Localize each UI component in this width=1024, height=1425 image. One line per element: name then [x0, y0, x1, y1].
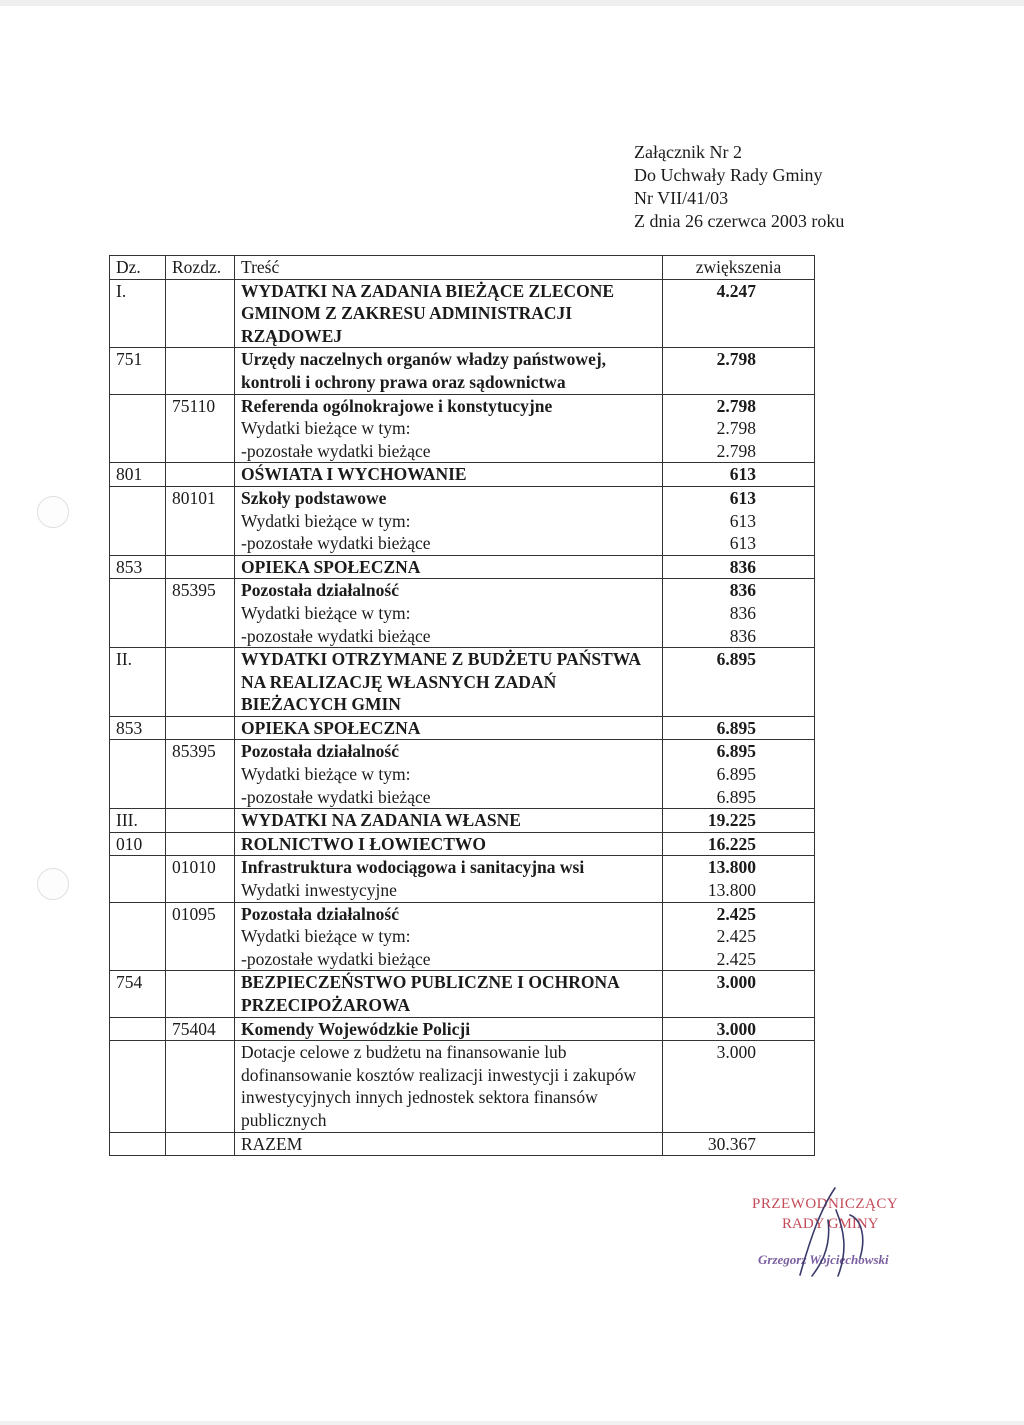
cell-rozdz: 01010: [166, 856, 235, 879]
cell-rozdz: [166, 440, 235, 463]
table-row: [110, 348, 815, 394]
cell-dz: [110, 510, 166, 533]
cell-kwota: 3.000: [663, 1041, 815, 1132]
table-row: [110, 809, 815, 833]
cell-kwota: 2.798: [663, 348, 815, 394]
cell-kwota: 13.800: [663, 856, 815, 879]
cell-dz: [110, 486, 166, 509]
cell-dz: [110, 1132, 166, 1156]
cell-dz: [110, 763, 166, 786]
attachment-header: [634, 141, 844, 233]
cell-rozdz: [166, 510, 235, 533]
cell-kwota: 6.895: [663, 716, 815, 740]
cell-tresc: Wydatki inwestycyjne: [235, 879, 663, 902]
cell-dz: [110, 856, 166, 879]
stamp-name: Grzegorz Wojciechowski: [758, 1252, 889, 1267]
cell-rozdz: 01095: [166, 902, 235, 925]
cell-tresc: ROLNICTWO I ŁOWIECTWO: [235, 832, 663, 856]
cell-tresc: Pozostała działalność: [235, 902, 663, 925]
cell-kwota: 836: [663, 602, 815, 625]
cell-rozdz: [166, 279, 235, 348]
table-row: [110, 625, 815, 648]
cell-kwota: 2.425: [663, 925, 815, 948]
cell-kwota: 19.225: [663, 809, 815, 833]
cell-kwota: 3.000: [663, 1017, 815, 1041]
cell-dz: I.: [110, 279, 166, 348]
cell-rozdz: [166, 555, 235, 579]
resolution-number: Nr VII/41/03: [634, 188, 729, 208]
cell-tresc: WYDATKI NA ZADANIA BIEŻĄCE ZLECONE GMINOM Z ZAKRESU ADMINISTRACJI RZĄDOWEJ: [235, 279, 663, 348]
cell-dz: 853: [110, 716, 166, 740]
table-row: [110, 440, 815, 463]
cell-rozdz: [166, 786, 235, 809]
table-row: [110, 486, 815, 509]
cell-dz: 801: [110, 463, 166, 487]
cell-rozdz: [166, 763, 235, 786]
cell-rozdz: [166, 532, 235, 555]
cell-tresc: -pozostałe wydatki bieżące: [235, 786, 663, 809]
cell-kwota: 2.798: [663, 440, 815, 463]
table-row: [110, 971, 815, 1017]
table-row: [110, 925, 815, 948]
cell-rozdz: [166, 971, 235, 1017]
cell-kwota: 16.225: [663, 832, 815, 856]
cell-dz: 754: [110, 971, 166, 1017]
budget-table: [109, 255, 815, 1156]
cell-rozdz: [166, 948, 235, 971]
table-row: [110, 948, 815, 971]
cell-rozdz: 80101: [166, 486, 235, 509]
table-row: [110, 879, 815, 902]
cell-kwota: 613: [663, 510, 815, 533]
cell-kwota: 6.895: [663, 763, 815, 786]
cell-kwota: 6.895: [663, 786, 815, 809]
cell-dz: [110, 440, 166, 463]
cell-dz: [110, 740, 166, 763]
cell-dz: 010: [110, 832, 166, 856]
cell-tresc: WYDATKI OTRZYMANE Z BUDŻETU PAŃSTWA NA REALIZACJĘ WŁASNYCH ZADAŃ BIEŻACYCH GMIN: [235, 648, 663, 717]
table-row: [110, 579, 815, 602]
cell-tresc: Wydatki bieżące w tym:: [235, 510, 663, 533]
cell-dz: 853: [110, 555, 166, 579]
cell-kwota: 613: [663, 463, 815, 487]
cell-rozdz: [166, 925, 235, 948]
page-bottom-edge: [0, 1421, 1024, 1425]
cell-rozdz: [166, 648, 235, 717]
table-row: [110, 786, 815, 809]
resolution-reference: Do Uchwały Rady Gminy: [634, 165, 823, 185]
column-header-tresc: Treść: [235, 256, 663, 280]
cell-tresc: Infrastruktura wodociągowa i sanitacyjna wsi: [235, 856, 663, 879]
cell-rozdz: [166, 463, 235, 487]
punch-hole: [37, 868, 69, 900]
cell-tresc: Referenda ogólnokrajowe i konstytucyjne: [235, 394, 663, 417]
cell-dz: [110, 879, 166, 902]
table-row: [110, 555, 815, 579]
table-row: [110, 394, 815, 417]
cell-kwota: 613: [663, 486, 815, 509]
handwritten-signature: [740, 1180, 940, 1290]
table-row: [110, 417, 815, 440]
table-row: [110, 602, 815, 625]
cell-tresc: RAZEM: [235, 1132, 663, 1156]
cell-rozdz: [166, 716, 235, 740]
table-row: [110, 510, 815, 533]
cell-tresc: -pozostałe wydatki bieżące: [235, 948, 663, 971]
cell-tresc: -pozostałe wydatki bieżące: [235, 532, 663, 555]
budget-table-body: [110, 256, 815, 1156]
cell-dz: [110, 602, 166, 625]
cell-rozdz: [166, 1132, 235, 1156]
cell-kwota: 2.798: [663, 417, 815, 440]
cell-tresc: Pozostała działalność: [235, 579, 663, 602]
stamp-title: PRZEWODNICZĄCY: [752, 1196, 899, 1212]
cell-tresc: Dotacje celowe z budżetu na finansowanie lub dofinansowanie kosztów realizacji inwestycji i zakupów inwestycyjnych innych jednostek sektora finansów publicznych: [235, 1041, 663, 1132]
cell-tresc: Urzędy naczelnych organów władzy państwowej, kontroli i ochrony prawa oraz sądownictwa: [235, 348, 663, 394]
table-row: [110, 716, 815, 740]
stamp-subtitle: RADY GMINY: [782, 1216, 879, 1232]
cell-kwota: 836: [663, 625, 815, 648]
table-row: [110, 763, 815, 786]
cell-tresc: Komendy Wojewódzkie Policji: [235, 1017, 663, 1041]
cell-dz: [110, 532, 166, 555]
cell-kwota: 6.895: [663, 648, 815, 717]
column-header-zwiekszenia: zwiększenia: [663, 256, 815, 280]
cell-tresc: OPIEKA SPOŁECZNA: [235, 716, 663, 740]
attachment-number: Załącznik Nr 2: [634, 142, 742, 162]
cell-dz: [110, 786, 166, 809]
cell-rozdz: [166, 879, 235, 902]
cell-tresc: Wydatki bieżące w tym:: [235, 763, 663, 786]
page-top-edge: [0, 0, 1024, 6]
cell-kwota: 13.800: [663, 879, 815, 902]
cell-dz: III.: [110, 809, 166, 833]
cell-tresc: Szkoły podstawowe: [235, 486, 663, 509]
cell-dz: [110, 1017, 166, 1041]
table-header-row: [110, 256, 815, 280]
punch-hole: [37, 496, 69, 528]
cell-rozdz: [166, 832, 235, 856]
cell-rozdz: 75404: [166, 1017, 235, 1041]
cell-dz: II.: [110, 648, 166, 717]
cell-tresc: OŚWIATA I WYCHOWANIE: [235, 463, 663, 487]
cell-tresc: BEZPIECZEŃSTWO PUBLICZNE I OCHRONA PRZECIPOŻAROWA: [235, 971, 663, 1017]
cell-dz: [110, 902, 166, 925]
cell-rozdz: [166, 1041, 235, 1132]
cell-rozdz: [166, 602, 235, 625]
cell-tresc: Wydatki bieżące w tym:: [235, 602, 663, 625]
cell-dz: 751: [110, 348, 166, 394]
cell-tresc: -pozostałe wydatki bieżące: [235, 625, 663, 648]
cell-rozdz: [166, 417, 235, 440]
cell-dz: [110, 1041, 166, 1132]
table-row: [110, 1041, 815, 1132]
cell-tresc: Pozostała działalność: [235, 740, 663, 763]
cell-rozdz: 75110: [166, 394, 235, 417]
total-row: [110, 1132, 815, 1156]
cell-tresc: OPIEKA SPOŁECZNA: [235, 555, 663, 579]
cell-kwota: 6.895: [663, 740, 815, 763]
cell-dz: [110, 417, 166, 440]
cell-rozdz: 85395: [166, 579, 235, 602]
cell-dz: [110, 394, 166, 417]
cell-tresc: -pozostałe wydatki bieżące: [235, 440, 663, 463]
table-row: [110, 279, 815, 348]
cell-rozdz: [166, 625, 235, 648]
cell-kwota: 836: [663, 555, 815, 579]
cell-kwota: 836: [663, 579, 815, 602]
cell-kwota: 30.367: [663, 1132, 815, 1156]
cell-kwota: 2.798: [663, 394, 815, 417]
cell-tresc: Wydatki bieżące w tym:: [235, 925, 663, 948]
table-row: [110, 832, 815, 856]
table-row: [110, 648, 815, 717]
table-row: [110, 1017, 815, 1041]
cell-tresc: Wydatki bieżące w tym:: [235, 417, 663, 440]
cell-rozdz: [166, 348, 235, 394]
cell-kwota: 2.425: [663, 902, 815, 925]
column-header-rozdz: Rozdz.: [166, 256, 235, 280]
cell-kwota: 2.425: [663, 948, 815, 971]
column-header-dz: Dz.: [110, 256, 166, 280]
table-row: [110, 902, 815, 925]
cell-kwota: 613: [663, 532, 815, 555]
table-row: [110, 463, 815, 487]
cell-rozdz: [166, 809, 235, 833]
cell-dz: [110, 625, 166, 648]
cell-dz: [110, 925, 166, 948]
cell-tresc: WYDATKI NA ZADANIA WŁASNE: [235, 809, 663, 833]
cell-rozdz: 85395: [166, 740, 235, 763]
cell-kwota: 4.247: [663, 279, 815, 348]
table-row: [110, 740, 815, 763]
resolution-date: Z dnia 26 czerwca 2003 roku: [634, 211, 845, 231]
chairman-stamp: [740, 1180, 940, 1290]
table-row: [110, 856, 815, 879]
cell-dz: [110, 948, 166, 971]
table-row: [110, 532, 815, 555]
cell-kwota: 3.000: [663, 971, 815, 1017]
cell-dz: [110, 579, 166, 602]
